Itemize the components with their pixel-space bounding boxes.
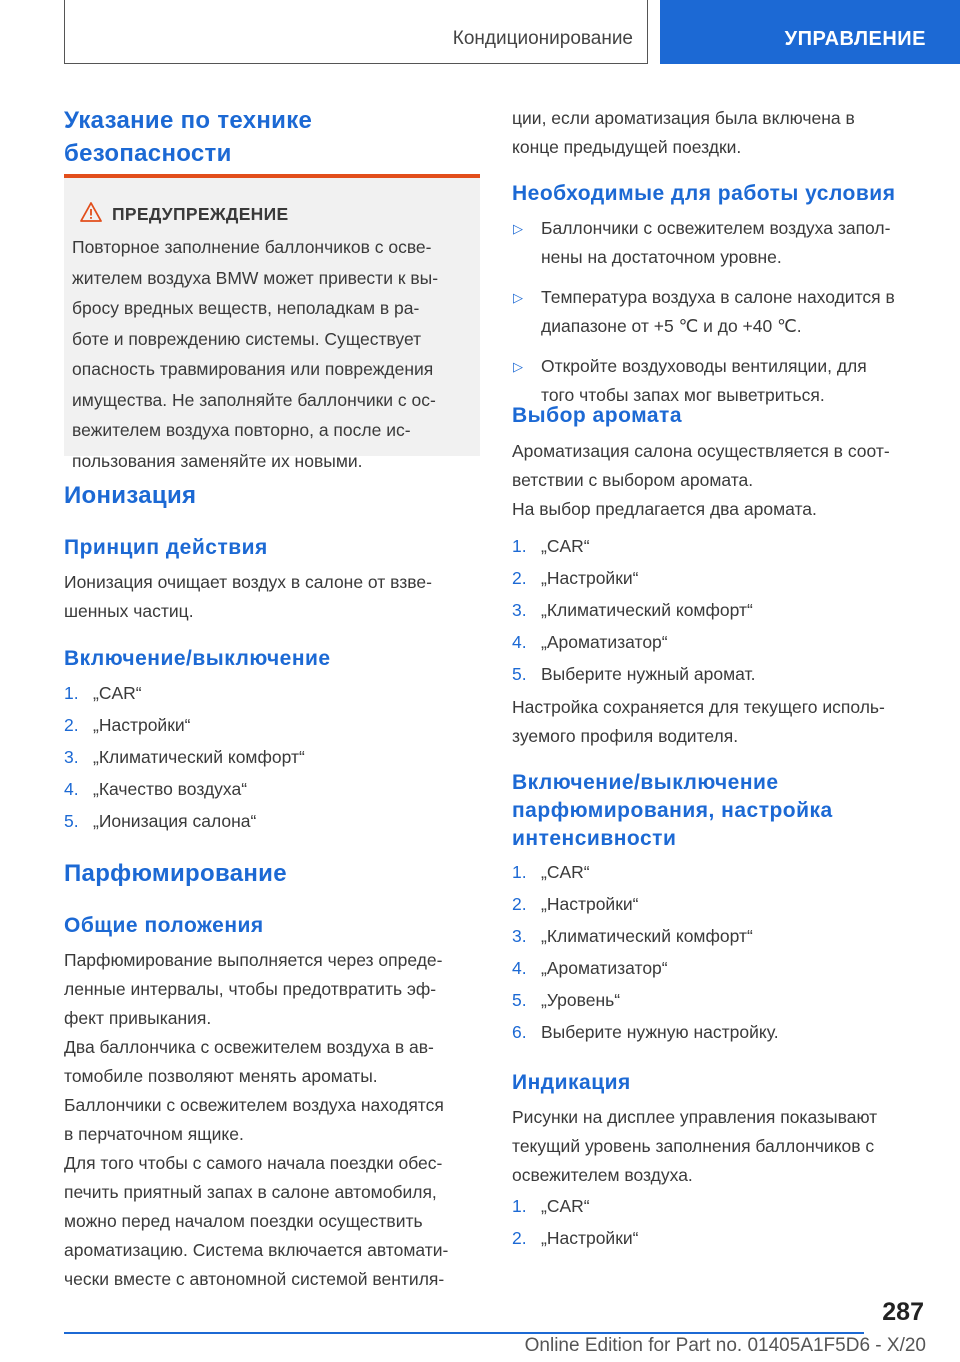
page-number: 287 bbox=[882, 1298, 924, 1326]
list-item bbox=[512, 214, 922, 272]
principle-text: Ионизация очищает воздух в салоне от взве- шенных частиц. bbox=[64, 572, 432, 621]
aroma-heading: Выбор аромата bbox=[512, 404, 683, 427]
list-item bbox=[512, 856, 922, 888]
list-item bbox=[512, 952, 922, 984]
general-heading: Общие положения bbox=[64, 914, 264, 937]
step-text: Выберите нужный аромат. bbox=[541, 664, 756, 684]
step-text: „Ароматизатор“ bbox=[541, 958, 668, 978]
aroma-paragraph-3: Настройка сохраняется для текущего исполь- зуемого профиля водителя. bbox=[512, 697, 885, 746]
step-number: 4. bbox=[512, 958, 527, 978]
list-item bbox=[512, 283, 922, 341]
intensity-steps bbox=[512, 856, 922, 1048]
step-text: „CAR“ bbox=[93, 683, 142, 703]
step-number: 5. bbox=[512, 664, 527, 684]
list-item bbox=[64, 677, 480, 709]
step-text: „Настройки“ bbox=[93, 715, 191, 735]
item-text: Температура воздуха в салоне находится в диапазоне от +5 ℃ и до +40 ℃. bbox=[541, 287, 895, 336]
list-item bbox=[512, 658, 922, 690]
step-text: „Ароматизатор“ bbox=[541, 632, 668, 652]
list-item bbox=[64, 773, 480, 805]
header-section-title: Кондиционирование bbox=[452, 28, 633, 49]
step-text: „Настройки“ bbox=[541, 1228, 639, 1248]
step-text: „Климатический комфорт“ bbox=[541, 926, 753, 946]
step-number: 2. bbox=[512, 1228, 527, 1248]
list-item bbox=[512, 984, 922, 1016]
warning-triangle-icon bbox=[80, 202, 102, 222]
list-item bbox=[512, 530, 922, 562]
footer-edition: Online Edition for Part no. 01405A1F5D6 - X/20 bbox=[524, 1335, 926, 1356]
list-item bbox=[512, 594, 922, 626]
list-item bbox=[64, 709, 480, 741]
step-text: Выберите нужную настройку. bbox=[541, 1022, 779, 1042]
step-number: 4. bbox=[64, 779, 79, 799]
ionization-heading: Ионизация bbox=[64, 482, 197, 509]
aroma-paragraph-2: На выбор предлагается два аромата. bbox=[512, 499, 817, 519]
indication-heading: Индикация bbox=[512, 1071, 631, 1094]
step-number: 1. bbox=[512, 1196, 527, 1216]
list-item bbox=[512, 626, 922, 658]
bullet-arrow-icon: ▷ bbox=[513, 290, 523, 305]
step-number: 5. bbox=[64, 811, 79, 831]
list-item bbox=[512, 1222, 922, 1254]
header-chapter-title: УПРАВЛЕНИЕ bbox=[784, 28, 926, 50]
indication-text: Рисунки на дисплее управления показывают текущий уровень заполнения баллончиков с освежителем воздуха. bbox=[512, 1107, 878, 1185]
general-paragraph-1: Парфюмирование выполняется через опреде- ленные интервалы, чтобы предотвратить эф- фект привыкания. bbox=[64, 950, 443, 1028]
warning-text: Повторное заполнение баллончиков с осве- жителем воздуха BMW может привести к вы- бросу вредных веществ, неполадкам в ра- боте и повреждению системы. Существует опасность травмирования или повреждения имущества. Не заполняйте баллончики с ос- вежителем воздуха повторно, а после ис- пользования заменяйте их новыми. bbox=[72, 237, 439, 471]
list-item bbox=[512, 1190, 922, 1222]
step-text: „CAR“ bbox=[541, 862, 590, 882]
step-number: 2. bbox=[512, 568, 527, 588]
list-item bbox=[512, 888, 922, 920]
step-number: 3. bbox=[512, 600, 527, 620]
step-text: „Ионизация салона“ bbox=[93, 811, 257, 831]
list-item bbox=[512, 562, 922, 594]
item-text: Откройте воздуховоды вентиляции, для того чтобы запах мог выветриться. bbox=[541, 356, 867, 405]
step-number: 2. bbox=[512, 894, 527, 914]
bullet-arrow-icon: ▷ bbox=[513, 221, 523, 236]
step-number: 4. bbox=[512, 632, 527, 652]
step-text: „CAR“ bbox=[541, 536, 590, 556]
list-item bbox=[64, 741, 480, 773]
onoff-steps bbox=[64, 677, 480, 837]
bullet-arrow-icon: ▷ bbox=[513, 359, 523, 374]
step-text: „Качество воздуха“ bbox=[93, 779, 248, 799]
step-text: „Климатический комфорт“ bbox=[541, 600, 753, 620]
footer-divider bbox=[64, 1332, 864, 1334]
aroma-steps bbox=[512, 530, 922, 690]
general-paragraph-2: Два баллончика с освежителем воздуха в ав- томобиле позволяют менять ароматы. bbox=[64, 1037, 434, 1086]
general-paragraph-4: Для того чтобы с самого начала поездки обес- печить приятный запах в салоне автомобиля, можно перед началом поездки осуществить ароматизацию. Система включается автомати- чески вместе с автономной системой вентиля- bbox=[64, 1153, 449, 1289]
indication-steps bbox=[512, 1190, 922, 1254]
header-section-box bbox=[64, 0, 648, 64]
continued-text: ции, если ароматизация была включена в конце предыдущей поездки. bbox=[512, 108, 855, 157]
warning-title: ПРЕДУПРЕЖДЕНИЕ bbox=[112, 204, 289, 224]
step-number: 1. bbox=[64, 683, 79, 703]
warning-box bbox=[64, 174, 480, 471]
step-number: 1. bbox=[512, 862, 527, 882]
requirements-list bbox=[512, 214, 922, 421]
step-number: 2. bbox=[64, 715, 79, 735]
item-text: Баллончики с освежителем воздуха запол- нены на достаточном уровне. bbox=[541, 218, 891, 267]
step-number: 3. bbox=[64, 747, 79, 767]
intensity-heading: Включение/выключение парфюмирования, настройка интенсивности bbox=[512, 771, 833, 850]
safety-heading: Указание по технике безопасности bbox=[64, 107, 313, 167]
aroma-paragraph-1: Ароматизация салона осуществляется в соот- ветствии с выбором аромата. bbox=[512, 441, 890, 490]
onoff-heading: Включение/выключение bbox=[64, 647, 331, 670]
step-text: „Настройки“ bbox=[541, 894, 639, 914]
requirements-heading: Необходимые для работы условия bbox=[512, 182, 896, 205]
general-paragraph-3: Баллончики с освежителем воздуха находятся в перчаточном ящике. bbox=[64, 1095, 444, 1144]
list-item bbox=[512, 1016, 922, 1048]
perfume-heading: Парфюмирование bbox=[64, 860, 287, 887]
step-text: „Настройки“ bbox=[541, 568, 639, 588]
list-item bbox=[512, 920, 922, 952]
step-text: „Уровень“ bbox=[541, 990, 621, 1010]
step-text: „CAR“ bbox=[541, 1196, 590, 1216]
header-chapter-box bbox=[660, 0, 960, 64]
principle-heading: Принцип действия bbox=[64, 536, 268, 559]
list-item bbox=[64, 805, 480, 837]
step-text: „Климатический комфорт“ bbox=[93, 747, 305, 767]
step-number: 1. bbox=[512, 536, 527, 556]
step-number: 3. bbox=[512, 926, 527, 946]
step-number: 5. bbox=[512, 990, 527, 1010]
step-number: 6. bbox=[512, 1022, 527, 1042]
